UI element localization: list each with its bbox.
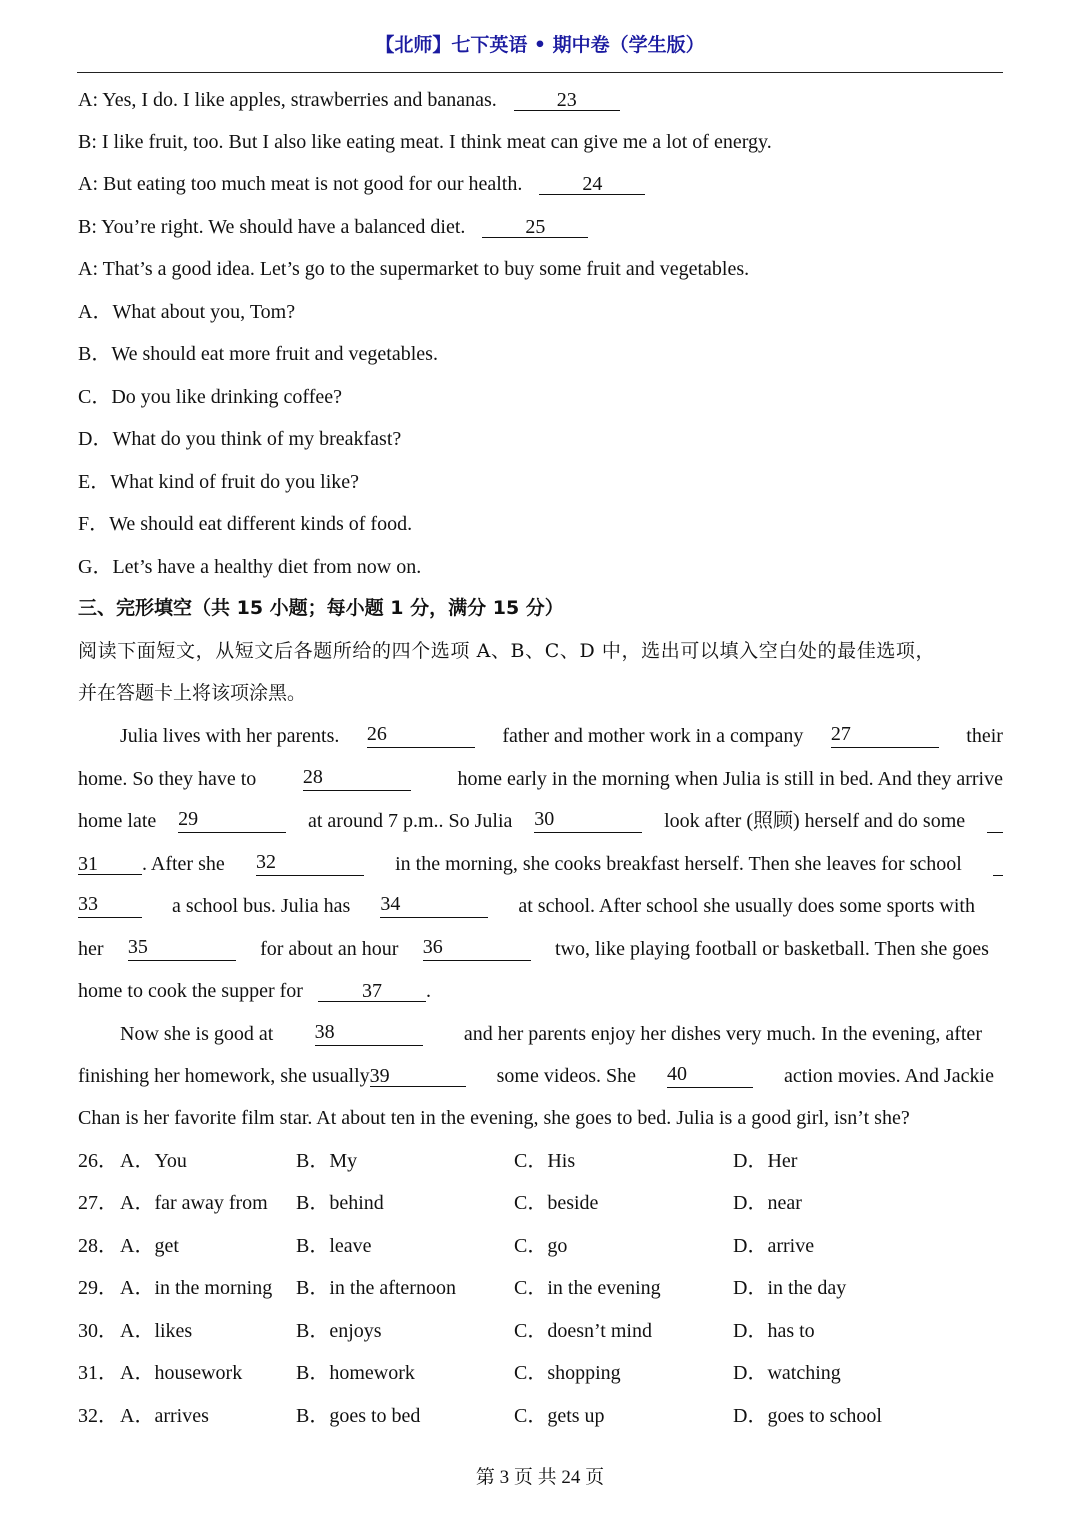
option-c: C．doesn’t mind xyxy=(514,1320,652,1342)
question-number: 31． xyxy=(78,1362,118,1384)
passage-text: in the morning, she cooks breakfast herself. Then she leaves for school xyxy=(395,853,962,875)
option-a: A．housework xyxy=(120,1362,243,1384)
option-d: D．in the day xyxy=(733,1277,847,1299)
answer-blank-continued xyxy=(987,809,1003,833)
choice-item: B．We should eat more fruit and vegetables. xyxy=(78,343,438,365)
passage-line xyxy=(78,809,1003,833)
answer-blank: 37 xyxy=(318,981,426,1002)
answer-blank: 38 xyxy=(315,1022,423,1046)
passage-line xyxy=(78,852,1003,876)
question-number: 29． xyxy=(78,1277,118,1299)
option-c: C．go xyxy=(514,1235,568,1257)
answer-blank: 29 xyxy=(178,809,286,833)
option-d: D．arrive xyxy=(733,1235,815,1257)
answer-blank: 23 xyxy=(514,90,620,111)
option-c: C．beside xyxy=(514,1192,599,1214)
answer-blank: 33 xyxy=(78,894,142,918)
option-d: D．Her xyxy=(733,1150,798,1172)
option-d: D．has to xyxy=(733,1320,815,1342)
page-header: 【北师】七下英语 • 期中卷（学生版） xyxy=(375,34,705,56)
dialogue-text: A: Yes, I do. I like apples, strawberries and bananas. xyxy=(78,89,497,111)
question-number: 27． xyxy=(78,1192,118,1214)
option-a: A．far away from xyxy=(120,1192,268,1214)
option-b: B．behind xyxy=(296,1192,384,1214)
answer-blank: 27 xyxy=(831,724,939,748)
dialogue-text: A: That’s a good idea. Let’s go to the supermarket to buy some fruit and vegetables. xyxy=(78,258,750,280)
choice-item: F．We should eat different kinds of food. xyxy=(78,513,413,535)
option-d: D．watching xyxy=(733,1362,841,1384)
passage-text: father and mother work in a company xyxy=(502,725,804,747)
passage-line: Chan is her favorite film star. At about ten in the evening, she goes to bed. Julia is a good girl, isn’t she? xyxy=(78,1107,910,1129)
page-footer: 第 3 页 共 24 页 xyxy=(475,1467,605,1488)
dialogue-line xyxy=(78,130,772,154)
answer-blank: 40 xyxy=(667,1064,753,1088)
dialogue-line xyxy=(78,215,588,239)
choice-item: G．Let’s have a healthy diet from now on. xyxy=(78,556,422,578)
passage-line xyxy=(78,767,1003,791)
option-a: A．You xyxy=(120,1150,187,1172)
passage-line xyxy=(78,979,431,1003)
passage-text: . xyxy=(425,980,431,1002)
passage-text: and her parents enjoy her dishes very much. In the evening, after xyxy=(463,1023,982,1045)
option-b: B．leave xyxy=(296,1235,372,1257)
option-c: C．gets up xyxy=(514,1405,605,1427)
passage-text: action movies. And Jackie xyxy=(784,1065,994,1087)
choice-item: A．What about you, Tom? xyxy=(78,301,296,323)
passage-line xyxy=(78,724,1003,748)
dialogue-text: B: I like fruit, too. But I also like eating meat. I think meat can give me a lot of energy. xyxy=(78,131,772,153)
passage-text: home late xyxy=(78,810,157,832)
option-d: D．goes to school xyxy=(733,1405,882,1427)
passage-text: home to cook the supper for xyxy=(78,980,303,1002)
passage-text: at school. After school she usually does some sports with xyxy=(518,895,975,917)
answer-blank: 32 xyxy=(256,852,364,876)
passage-line xyxy=(78,1064,994,1088)
passage-text: at around 7 p.m.. So Julia xyxy=(308,810,513,832)
section-heading: 三、完形填空（共 15 小题；每小题 1 分，满分 15 分） xyxy=(78,597,564,619)
passage-text: a school bus. Julia has xyxy=(172,895,351,917)
passage-text: their xyxy=(966,725,1003,747)
answer-blank: 25 xyxy=(482,217,588,238)
choice-item: D．What do you think of my breakfast? xyxy=(78,428,402,450)
passage-text: some videos. She xyxy=(496,1065,637,1087)
answer-blank-continued xyxy=(993,852,1003,876)
option-b: B．My xyxy=(296,1150,358,1172)
answer-blank: 36 xyxy=(423,937,531,961)
answer-blank: 35 xyxy=(128,937,236,961)
passage-text: look after (照顾) herself and do some xyxy=(664,810,966,832)
dialogue-text: A: But eating too much meat is not good for our health. xyxy=(78,173,523,195)
passage-line xyxy=(78,1022,982,1046)
dialogue-text: B: You’re right. We should have a balanced diet. xyxy=(78,216,466,238)
option-c: C．His xyxy=(514,1150,576,1172)
question-number: 28． xyxy=(78,1235,118,1257)
answer-blank: 30 xyxy=(534,809,642,833)
option-b: B．goes to bed xyxy=(296,1405,421,1427)
passage-fragment xyxy=(78,852,225,876)
passage-text: home. So they have to xyxy=(78,768,257,790)
passage-line xyxy=(78,894,975,918)
option-d: D．near xyxy=(733,1192,802,1214)
passage-text: . After she xyxy=(142,853,225,875)
option-a: A．likes xyxy=(120,1320,193,1342)
section-instruction: 并在答题卡上将该项涂黑。 xyxy=(78,682,307,704)
passage-line xyxy=(78,937,989,961)
option-c: C．shopping xyxy=(514,1362,621,1384)
answer-blank: 39 xyxy=(370,1066,466,1087)
question-number: 26． xyxy=(78,1150,118,1172)
option-c: C．in the evening xyxy=(514,1277,661,1299)
passage-text: finishing her homework, she usually xyxy=(78,1065,370,1087)
passage-text: home early in the morning when Julia is still in bed. And they arrive xyxy=(457,768,1003,790)
option-a: A．get xyxy=(120,1235,179,1257)
question-number: 30． xyxy=(78,1320,118,1342)
choice-item: C．Do you like drinking coffee? xyxy=(78,386,343,408)
option-a: A．in the morning xyxy=(120,1277,273,1299)
answer-blank: 28 xyxy=(303,767,411,791)
answer-blank: 26 xyxy=(367,724,475,748)
answer-blank: 34 xyxy=(380,894,488,918)
option-b: B．homework xyxy=(296,1362,415,1384)
section-instruction: 阅读下面短文，从短文后各题所给的四个选项 A、B、C、D 中，选出可以填入空白处的最佳选项， xyxy=(78,640,936,662)
option-b: B．enjoys xyxy=(296,1320,382,1342)
question-number: 32． xyxy=(78,1405,118,1427)
passage-text: for about an hour xyxy=(260,938,399,960)
answer-blank: 24 xyxy=(539,174,645,195)
answer-blank: 31 xyxy=(78,854,142,875)
option-a: A．arrives xyxy=(120,1405,209,1427)
passage-text: Julia lives with her parents. xyxy=(120,725,340,747)
dialogue-line xyxy=(78,88,620,112)
dialogue-line xyxy=(78,257,749,281)
option-b: B．in the afternoon xyxy=(296,1277,456,1299)
header-divider xyxy=(77,72,1003,73)
passage-text: Now she is good at xyxy=(120,1023,274,1045)
choice-item: E．What kind of fruit do you like? xyxy=(78,471,360,493)
passage-text: her xyxy=(78,938,104,960)
dialogue-line xyxy=(78,172,645,196)
passage-fragment xyxy=(78,1064,466,1088)
passage-text: two, like playing football or basketball. Then she goes xyxy=(554,938,989,960)
